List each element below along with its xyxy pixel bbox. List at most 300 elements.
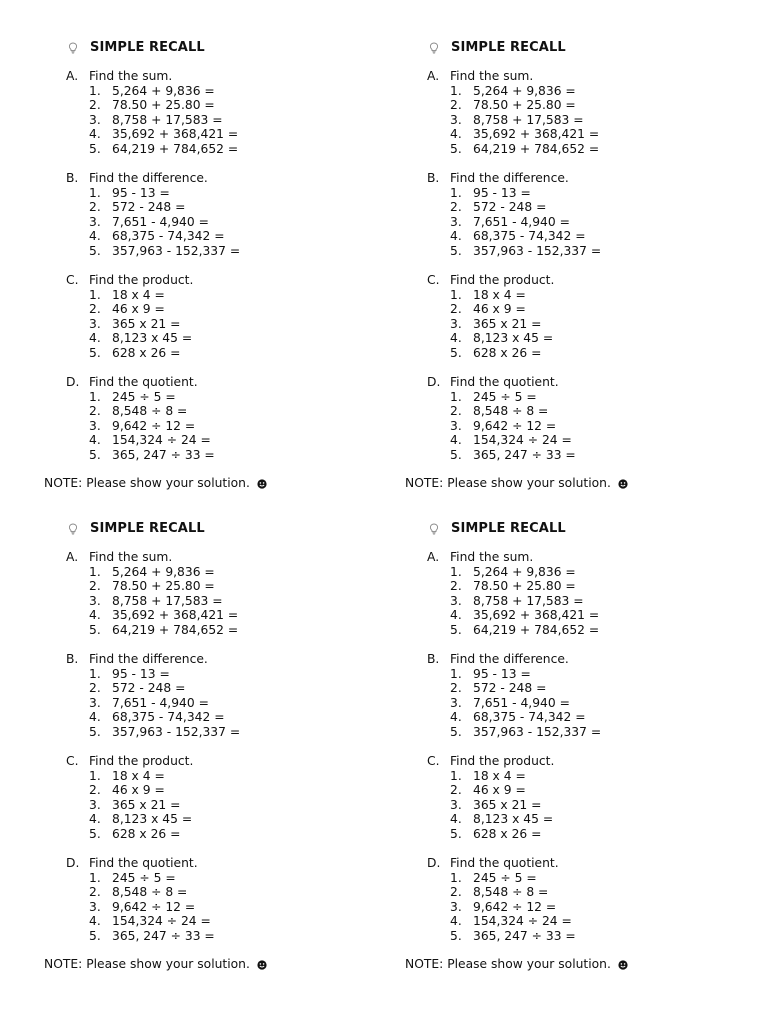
problem-expression: 95 - 13 = [112, 185, 170, 200]
problem-number: 2. [89, 885, 101, 900]
problem-item [450, 346, 554, 361]
problem-number: 5. [89, 724, 101, 739]
problem-number: 1. [89, 185, 101, 200]
section-letter: A. [427, 69, 440, 83]
problem-expression: 8,548 ÷ 8 = [473, 885, 549, 900]
problem-expression: 365, 247 ÷ 33 = [112, 928, 215, 943]
problem-number: 3. [89, 112, 101, 127]
problem-item [450, 827, 554, 842]
worksheet-title: SIMPLE RECALL [451, 520, 566, 536]
problem-expression: 8,123 x 45 = [473, 331, 554, 346]
problem-item [450, 200, 601, 215]
section-letter: A. [66, 69, 79, 83]
problem-item [450, 113, 599, 128]
problem-item [450, 929, 576, 944]
problem-expression: 68,375 - 74,342 = [112, 710, 225, 725]
problem-item [89, 594, 238, 609]
problem-item [89, 142, 238, 157]
problem-expression: 8,758 + 17,583 = [112, 593, 223, 608]
section-heading [427, 550, 599, 565]
problem-expression: 5,264 + 9,836 = [473, 83, 576, 98]
problem-number: 4. [450, 229, 462, 244]
lightbulb-icon [429, 42, 439, 54]
problem-item [89, 317, 193, 332]
section-letter: B. [66, 652, 79, 666]
problem-item [450, 98, 599, 113]
problem-item [89, 710, 240, 725]
problem-item [89, 215, 240, 230]
section-instruction: Find the sum. [89, 69, 173, 83]
problem-expression: 64,219 + 784,652 = [112, 141, 239, 156]
section-heading [427, 652, 601, 667]
problem-number: 3. [450, 593, 462, 608]
problem-expression: 64,219 + 784,652 = [112, 622, 239, 637]
section-heading [66, 375, 215, 390]
problem-number: 5. [89, 345, 101, 360]
problem-item [450, 608, 599, 623]
section-instruction: Find the product. [89, 754, 194, 768]
problem-number: 3. [89, 214, 101, 229]
problem-expression: 78.50 + 25.80 = [473, 98, 576, 113]
problem-expression: 5,264 + 9,836 = [473, 564, 576, 579]
problem-expression: 365, 247 ÷ 33 = [112, 447, 215, 462]
section-letter: D. [427, 375, 441, 389]
problem-list [450, 288, 554, 361]
section-instruction: Find the difference. [450, 652, 569, 666]
problem-number: 4. [89, 710, 101, 725]
section-heading [66, 273, 193, 288]
problem-expression: 7,651 - 4,940 = [112, 214, 209, 229]
smiley-icon [618, 478, 628, 488]
problem-list [89, 565, 238, 638]
problem-item [89, 681, 240, 696]
problem-item [89, 419, 215, 434]
problem-expression: 18 x 4 = [473, 768, 526, 783]
section-heading [66, 652, 240, 667]
problem-expression: 245 ÷ 5 = [473, 389, 537, 404]
problem-item [89, 769, 193, 784]
problem-expression: 572 - 248 = [473, 200, 547, 215]
problem-list [89, 769, 193, 842]
problem-item [450, 127, 599, 142]
problem-expression: 7,651 - 4,940 = [112, 695, 209, 710]
problem-expression: 628 x 26 = [112, 345, 181, 360]
problem-item [450, 900, 576, 915]
problem-item [89, 914, 215, 929]
section-heading [427, 375, 576, 390]
problem-item [450, 579, 599, 594]
problem-number: 1. [450, 666, 462, 681]
problem-expression: 68,375 - 74,342 = [473, 229, 586, 244]
problem-expression: 628 x 26 = [473, 345, 542, 360]
problem-number: 1. [450, 185, 462, 200]
problem-item [89, 390, 215, 405]
section-a [66, 550, 238, 638]
problem-item [450, 696, 601, 711]
problem-expression: 95 - 13 = [473, 666, 531, 681]
problem-expression: 8,548 ÷ 8 = [112, 885, 188, 900]
problem-item [89, 696, 240, 711]
lightbulb-icon [429, 523, 439, 535]
problem-number: 1. [89, 389, 101, 404]
problem-expression: 357,963 - 152,337 = [473, 724, 602, 739]
problem-expression: 9,642 ÷ 12 = [473, 418, 557, 433]
problem-list [450, 871, 576, 944]
problem-item [89, 812, 193, 827]
problem-number: 2. [89, 579, 101, 594]
note-text: NOTE: Please show your solution. [405, 957, 611, 971]
problem-number: 4. [89, 127, 101, 142]
problem-item [89, 827, 193, 842]
problem-number: 2. [89, 200, 101, 215]
problem-expression: 7,651 - 4,940 = [473, 214, 570, 229]
problem-item [450, 142, 599, 157]
problem-item [450, 433, 576, 448]
problem-number: 4. [450, 331, 462, 346]
problem-item [89, 579, 238, 594]
problem-number: 4. [450, 127, 462, 142]
title-row [429, 39, 566, 57]
section-heading [66, 856, 215, 871]
problem-list [450, 186, 601, 259]
problem-item [450, 914, 576, 929]
problem-list [89, 186, 240, 259]
problem-list [450, 667, 601, 740]
problem-item [450, 681, 601, 696]
problem-item [450, 448, 576, 463]
problem-expression: 46 x 9 = [473, 302, 526, 317]
section-heading [427, 171, 601, 186]
lightbulb-icon [68, 523, 78, 535]
problem-list [89, 667, 240, 740]
problem-item [450, 783, 554, 798]
problem-item [450, 798, 554, 813]
problem-expression: 365 x 21 = [473, 797, 542, 812]
problem-number: 2. [89, 302, 101, 317]
problem-item [89, 900, 215, 915]
title-row [68, 520, 205, 538]
section-letter: B. [427, 171, 440, 185]
problem-number: 5. [450, 345, 462, 360]
problem-item [450, 667, 601, 682]
lightbulb-icon [68, 42, 78, 54]
section-b [427, 652, 601, 740]
problem-item [450, 769, 554, 784]
problem-number: 5. [89, 622, 101, 637]
title-row [429, 520, 566, 538]
section-instruction: Find the quotient. [89, 856, 198, 870]
note-line [405, 476, 628, 491]
section-d [427, 856, 576, 944]
problem-number: 3. [89, 695, 101, 710]
worksheet-title: SIMPLE RECALL [90, 520, 205, 536]
section-instruction: Find the difference. [450, 171, 569, 185]
section-a [66, 69, 238, 157]
problem-number: 3. [89, 418, 101, 433]
section-c [427, 273, 554, 361]
section-instruction: Find the quotient. [89, 375, 198, 389]
section-instruction: Find the product. [450, 754, 555, 768]
problem-expression: 35,692 + 368,421 = [473, 608, 600, 623]
problem-item [89, 244, 240, 259]
problem-item [89, 84, 238, 99]
problem-expression: 5,264 + 9,836 = [112, 83, 215, 98]
problem-item [450, 565, 599, 580]
problem-item [450, 419, 576, 434]
problem-expression: 8,758 + 17,583 = [112, 112, 223, 127]
problem-list [450, 390, 576, 463]
problem-item [89, 565, 238, 580]
problem-item [450, 725, 601, 740]
note-text: NOTE: Please show your solution. [44, 476, 250, 490]
section-heading [66, 69, 238, 84]
problem-number: 3. [89, 593, 101, 608]
section-instruction: Find the quotient. [450, 375, 559, 389]
problem-number: 2. [450, 885, 462, 900]
section-letter: B. [66, 171, 79, 185]
section-heading [427, 273, 554, 288]
problem-list [89, 390, 215, 463]
problem-item [89, 404, 215, 419]
problem-expression: 365 x 21 = [473, 316, 542, 331]
problem-item [89, 346, 193, 361]
problem-expression: 78.50 + 25.80 = [112, 579, 215, 594]
smiley-icon [257, 478, 267, 488]
problem-item [89, 623, 238, 638]
problem-expression: 46 x 9 = [112, 302, 165, 317]
problem-item [450, 594, 599, 609]
problem-number: 3. [89, 316, 101, 331]
problem-number: 4. [450, 710, 462, 725]
problem-item [450, 302, 554, 317]
problem-number: 1. [89, 564, 101, 579]
problem-number: 5. [450, 141, 462, 156]
problem-number: 1. [89, 287, 101, 302]
problem-number: 3. [89, 797, 101, 812]
problem-expression: 68,375 - 74,342 = [473, 710, 586, 725]
problem-item [450, 404, 576, 419]
problem-expression: 9,642 ÷ 12 = [112, 418, 196, 433]
section-instruction: Find the product. [89, 273, 194, 287]
problem-expression: 572 - 248 = [112, 681, 186, 696]
problem-expression: 5,264 + 9,836 = [112, 564, 215, 579]
problem-number: 2. [450, 681, 462, 696]
problem-number: 1. [450, 870, 462, 885]
problem-expression: 572 - 248 = [112, 200, 186, 215]
problem-number: 5. [89, 243, 101, 258]
problem-number: 2. [450, 404, 462, 419]
section-b [427, 171, 601, 259]
problem-number: 3. [450, 316, 462, 331]
problem-expression: 35,692 + 368,421 = [112, 127, 239, 142]
problem-number: 5. [89, 928, 101, 943]
problem-item [450, 84, 599, 99]
problem-expression: 365, 247 ÷ 33 = [473, 447, 576, 462]
problem-number: 2. [450, 98, 462, 113]
section-letter: C. [427, 754, 440, 768]
note-text: NOTE: Please show your solution. [44, 957, 250, 971]
worksheet-title: SIMPLE RECALL [451, 39, 566, 55]
section-letter: C. [66, 754, 79, 768]
problem-expression: 154,324 ÷ 24 = [112, 433, 211, 448]
problem-item [89, 186, 240, 201]
problem-number: 4. [89, 914, 101, 929]
problem-number: 4. [89, 229, 101, 244]
problem-item [89, 667, 240, 682]
problem-expression: 628 x 26 = [473, 826, 542, 841]
section-instruction: Find the sum. [89, 550, 173, 564]
problem-number: 4. [89, 608, 101, 623]
problem-item [450, 710, 601, 725]
problem-item [89, 331, 193, 346]
problem-number: 4. [89, 331, 101, 346]
section-d [66, 375, 215, 463]
title-row [68, 39, 205, 57]
problem-number: 5. [450, 928, 462, 943]
problem-expression: 8,548 ÷ 8 = [112, 404, 188, 419]
problem-number: 1. [89, 768, 101, 783]
problem-number: 4. [450, 914, 462, 929]
problem-number: 3. [89, 899, 101, 914]
section-letter: D. [66, 375, 80, 389]
problem-expression: 95 - 13 = [112, 666, 170, 681]
problem-number: 3. [450, 899, 462, 914]
problem-number: 2. [89, 783, 101, 798]
problem-number: 5. [450, 622, 462, 637]
problem-list [450, 565, 599, 638]
section-d [427, 375, 576, 463]
section-instruction: Find the product. [450, 273, 555, 287]
section-instruction: Find the sum. [450, 69, 534, 83]
problem-expression: 35,692 + 368,421 = [473, 127, 600, 142]
problem-expression: 8,758 + 17,583 = [473, 112, 584, 127]
problem-expression: 35,692 + 368,421 = [112, 608, 239, 623]
problem-number: 5. [89, 447, 101, 462]
problem-item [450, 229, 601, 244]
problem-item [89, 200, 240, 215]
problem-item [89, 448, 215, 463]
section-a [427, 69, 599, 157]
note-line [44, 476, 267, 491]
section-c [427, 754, 554, 842]
problem-expression: 78.50 + 25.80 = [473, 579, 576, 594]
problem-expression: 64,219 + 784,652 = [473, 141, 600, 156]
problem-number: 4. [450, 608, 462, 623]
problem-item [450, 623, 599, 638]
problem-item [89, 288, 193, 303]
note-line [44, 957, 267, 972]
problem-item [450, 186, 601, 201]
problem-number: 3. [450, 418, 462, 433]
problem-expression: 8,123 x 45 = [473, 812, 554, 827]
problem-list [450, 84, 599, 157]
section-heading [427, 856, 576, 871]
problem-item [89, 229, 240, 244]
note-text: NOTE: Please show your solution. [405, 476, 611, 490]
problem-list [450, 769, 554, 842]
problem-item [450, 244, 601, 259]
problem-item [450, 331, 554, 346]
section-a [427, 550, 599, 638]
problem-item [89, 608, 238, 623]
problem-number: 3. [450, 214, 462, 229]
problem-number: 1. [89, 666, 101, 681]
problem-item [450, 812, 554, 827]
problem-number: 2. [450, 302, 462, 317]
section-letter: A. [66, 550, 79, 564]
problem-number: 5. [450, 724, 462, 739]
section-letter: C. [427, 273, 440, 287]
section-letter: B. [427, 652, 440, 666]
problem-expression: 46 x 9 = [112, 783, 165, 798]
problem-expression: 8,123 x 45 = [112, 331, 193, 346]
problem-expression: 7,651 - 4,940 = [473, 695, 570, 710]
problem-expression: 8,123 x 45 = [112, 812, 193, 827]
section-c [66, 754, 193, 842]
section-letter: D. [66, 856, 80, 870]
problem-expression: 9,642 ÷ 12 = [112, 899, 196, 914]
problem-number: 5. [89, 141, 101, 156]
problem-item [89, 725, 240, 740]
problem-number: 4. [450, 812, 462, 827]
problem-number: 1. [450, 768, 462, 783]
problem-item [89, 433, 215, 448]
problem-number: 2. [450, 579, 462, 594]
problem-number: 1. [450, 564, 462, 579]
problem-expression: 154,324 ÷ 24 = [473, 914, 572, 929]
problem-item [89, 871, 215, 886]
problem-item [450, 871, 576, 886]
problem-expression: 357,963 - 152,337 = [112, 243, 241, 258]
problem-number: 5. [89, 826, 101, 841]
problem-expression: 245 ÷ 5 = [473, 870, 537, 885]
problem-number: 5. [450, 826, 462, 841]
worksheet-title: SIMPLE RECALL [90, 39, 205, 55]
section-b [66, 652, 240, 740]
section-heading [427, 69, 599, 84]
problem-expression: 365, 247 ÷ 33 = [473, 928, 576, 943]
problem-number: 5. [450, 243, 462, 258]
problem-expression: 68,375 - 74,342 = [112, 229, 225, 244]
note-line [405, 957, 628, 972]
section-heading [427, 754, 554, 769]
problem-item [450, 885, 576, 900]
section-letter: A. [427, 550, 440, 564]
problem-item [450, 390, 576, 405]
problem-expression: 572 - 248 = [473, 681, 547, 696]
section-instruction: Find the difference. [89, 171, 208, 185]
problem-expression: 154,324 ÷ 24 = [473, 433, 572, 448]
problem-item [89, 127, 238, 142]
problem-item [89, 302, 193, 317]
problem-item [89, 113, 238, 128]
problem-number: 3. [450, 797, 462, 812]
smiley-icon [618, 959, 628, 969]
problem-list [89, 84, 238, 157]
problem-expression: 365 x 21 = [112, 316, 181, 331]
section-letter: C. [66, 273, 79, 287]
problem-expression: 628 x 26 = [112, 826, 181, 841]
problem-number: 5. [450, 447, 462, 462]
problem-number: 1. [450, 83, 462, 98]
problem-expression: 8,758 + 17,583 = [473, 593, 584, 608]
problem-number: 2. [89, 404, 101, 419]
section-instruction: Find the quotient. [450, 856, 559, 870]
problem-number: 2. [450, 200, 462, 215]
problem-number: 1. [450, 389, 462, 404]
section-d [66, 856, 215, 944]
problem-expression: 78.50 + 25.80 = [112, 98, 215, 113]
